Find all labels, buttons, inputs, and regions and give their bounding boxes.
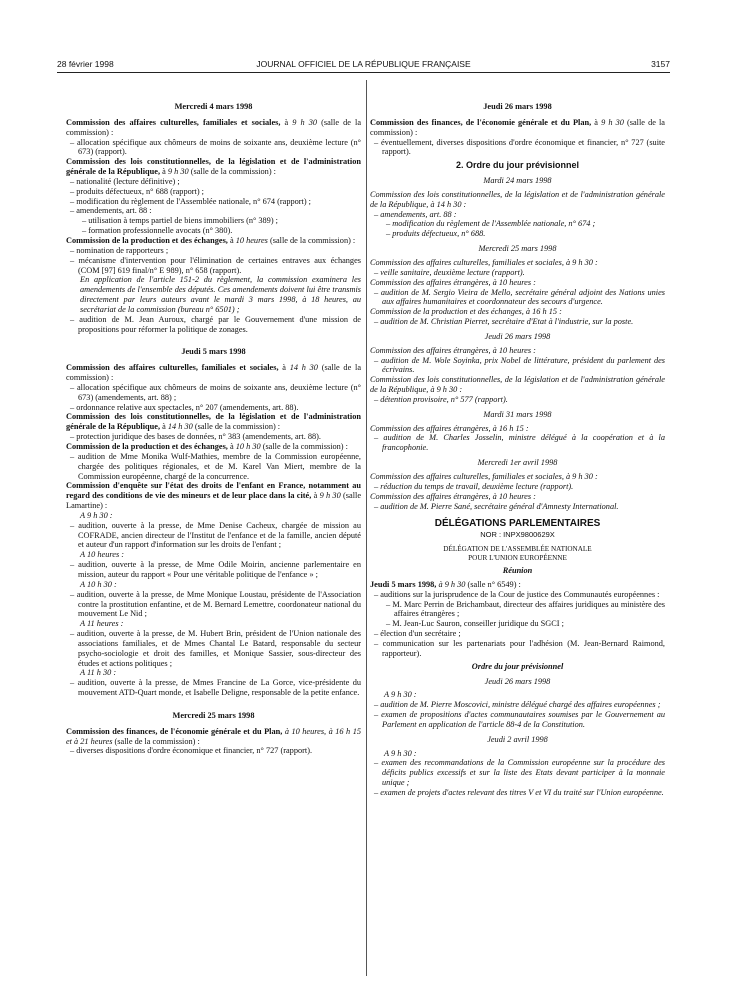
column-separator	[366, 80, 367, 976]
list-item: – examen de propositions d'actes communautaires soumises par le Gouvernement au Parlement en application de l'article 88-4 de la Constitution.	[374, 710, 665, 729]
provisional-heading: Ordre du jour prévisionnel	[471, 661, 564, 671]
commission-entry: Commission de la production et des échanges, à 10 h 30 (salle de la commission) :	[66, 442, 348, 451]
commission-entry: Commission des affaires culturelles, familiales et sociales, à 9 h 30 :	[370, 257, 598, 267]
list-item: – audition, ouverte à la presse, de Mme Denise Cacheux, chargée de mission au COFRADE, ancien directeur de l'Institut de l'enfance et de la famille, ancien député et auteur d'un rapport d'information sur les droits de l'enfant ;	[70, 520, 361, 550]
day-heading: Jeudi 2 avril 1998	[487, 734, 548, 744]
item-list	[66, 746, 361, 756]
nor-reference: NOR : INPX9800629X	[480, 530, 555, 540]
list-item: – audition, ouverte à la presse, de Mme Odile Moirin, ancienne parlementaire en mission, auteur du rapport « Pour une véritable politique de l'enfance » ;	[70, 560, 361, 579]
list-item: – nationalité (lecture définitive) ;	[70, 176, 180, 186]
list-item: – allocation spécifique aux chômeurs de moins de soixante ans, deuxième lecture (n° 673) (amendements, art. 88) ;	[70, 382, 361, 402]
day-heading: Mercredi 25 mars 1998	[172, 710, 255, 720]
list-item: – audition de M. Wole Soyinka, prix Nobel de littérature, président du parlement des écrivains.	[374, 355, 665, 375]
commission-entry: Commission des finances, de l'économie générale et du Plan, à 10 heures, à 16 h 15 et à 21 heures (salle de la commission) :	[66, 726, 361, 746]
header-rule	[57, 72, 670, 73]
list-item: – audition, ouverte à la presse, de Mmes Francine de La Gorce, vice-présidente du mouvement ATD-Quart monde, et Isabelle Deligne, responsable de la petite enfance.	[70, 678, 361, 698]
commission-entry: Commission de la production et des échanges, à 10 heures (salle de la commission) :	[66, 235, 356, 245]
list-item: – nomination de rapporteurs ;	[70, 245, 169, 255]
item-list	[66, 246, 361, 276]
item-list	[66, 452, 361, 482]
header-journal-title: JOURNAL OFFICIEL DE LA RÉPUBLIQUE FRANÇAISE	[256, 59, 471, 69]
header-date: 28 février 1998	[57, 59, 114, 69]
list-item: – produits défectueux, n° 688 (rapport) ;	[70, 186, 204, 196]
time-label: A 9 h 30 :	[384, 748, 417, 758]
provisional-agenda	[370, 176, 665, 511]
time-label: A 10 heures :	[80, 550, 125, 560]
day-heading: Mercredi 1er avril 1998	[477, 458, 558, 468]
day-heading: Jeudi 26 mars 1998	[484, 331, 551, 341]
list-item: – audition de M. Sergio Vieira de Mello, secrétaire général adjoint des Nations unies aux affaires humanitaires et coordonnateur des secours d'urgence.	[374, 287, 665, 307]
day-heading: Mercredi 4 mars 1998	[174, 102, 253, 111]
list-item: – examen des recommandations de la Commission européenne sur la procédure des déficits publics excessifs et sur la liste des Etats devant participer à la monnaie unique ;	[374, 758, 665, 788]
commission-entry: Commission des finances, de l'économie générale et du Plan, à 9 h 30 (salle de la commission) :	[370, 117, 665, 137]
commission-entry: Commission des lois constitutionnelles, de la législation et de l'administration générale de la République, à 14 h 30 (salle de la commission) :	[66, 412, 361, 432]
day-heading: Mardi 31 mars 1998	[483, 409, 552, 419]
commission-entry: Commission des affaires culturelles, familiales et sociales, à 9 h 30 :	[370, 472, 598, 481]
meeting-heading: Réunion	[502, 566, 533, 576]
item-list	[66, 432, 361, 442]
time-label: A 9 h 30 :	[384, 690, 417, 700]
list-item: – détention provisoire, n° 577 (rapport).	[374, 394, 508, 404]
sub-list-item: – modification du règlement de l'Assemblée nationale, n° 674 ;	[386, 219, 596, 229]
item-list	[66, 138, 361, 158]
list-item: – réduction du temps de travail, deuxième lecture (rapport).	[374, 481, 574, 491]
list-item: – audition, ouverte à la presse, de M. Hubert Brin, président de l'Union nationale des associations familiales, et de Mmes Chantal Le Batard, responsable du secteur psycho-sociologie et droit des familles, et Monique Sassier, sous-directeur des études et actions politiques ;	[70, 629, 361, 668]
commission-entry: Commission des affaires étrangères, à 10 heures :	[370, 277, 536, 287]
day-heading: Jeudi 26 mars 1998	[483, 102, 552, 111]
list-item: – ordonnance relative aux spectacles, n° 207 (amendements, art. 88).	[70, 402, 299, 412]
list-item: – diverses dispositions d'ordre économique et financier, n° 727 (rapport).	[70, 746, 313, 756]
commission-entry: Commission des lois constitutionnelles, de la législation et de l'administration générale de la République, à 9 h 30 (salle de la commission) :	[66, 157, 361, 177]
time-label: A 11 h 30 :	[80, 668, 117, 678]
list-item: – audition de M. Pierre Moscovici, ministre délégué chargé des affaires européennes ;	[374, 700, 661, 710]
right-column	[370, 80, 665, 798]
item-list	[370, 700, 665, 730]
list-item: – protection juridique des bases de données, n° 383 (amendements, art. 88).	[70, 432, 322, 442]
sub-list-item: – M. Marc Perrin de Brichambaut, directeur des affaires juridiques au ministère des affaires étrangères ;	[386, 599, 665, 619]
commission-entry: Commission de la production et des échanges, à 16 h 15 :	[370, 307, 562, 317]
list-item: – amendements, art. 88 :	[374, 209, 457, 219]
sub-list-item: – produits défectueux, n° 688.	[386, 229, 486, 239]
procedure-note: En application de l'article 151-2 du règlement, la commission examinera les amendements de l'ensemble des députés. Ces amendements doivent lui être transmis directement par leurs auteurs avant le mardi 3 mars 1998, à 18 heures, au secrétariat de la commission (bureau n° 6501) ;	[80, 275, 361, 314]
day-heading: Jeudi 26 mars 1998	[484, 676, 551, 686]
time-label: A 9 h 30 :	[80, 510, 113, 520]
commission-entry: Commission des affaires étrangères, à 10 heures :	[370, 491, 536, 501]
list-item: – communication sur les partenariats pour l'adhésion (M. Jean-Bernard Raimond, rapporteur).	[374, 638, 665, 658]
day-heading: Mardi 24 mars 1998	[483, 176, 552, 186]
commission-entry: Commission des lois constitutionnelles, de la législation et de l'administration générale de la République, à 9 h 30 :	[370, 375, 665, 395]
day-heading: Jeudi 5 mars 1998	[181, 347, 246, 357]
list-item: – auditions sur la jurisprudence de la Cour de justice des Communautés européennes :	[374, 589, 660, 599]
header-page-number: 3157	[651, 59, 670, 69]
item-list	[66, 177, 361, 216]
hearing-schedule	[66, 511, 361, 698]
list-item: – veille sanitaire, deuxième lecture (rapport).	[374, 267, 525, 277]
list-item: – éventuellement, diverses dispositions d'ordre économique et financier, n° 727 (suite rapport).	[374, 137, 665, 157]
list-item: – audition de M. Jean Auroux, chargé par le Gouvernement d'une mission de propositions pour réformer la politique de zonages.	[70, 314, 361, 334]
section-heading: 2. Ordre du jour prévisionnel	[455, 160, 580, 171]
list-item: – amendements, art. 88 :	[70, 206, 152, 216]
left-column	[66, 80, 361, 756]
delegation-name: DÉLÉGATION DE L'ASSEMBLÉE NATIONALE POUR L'UNION EUROPÉENNE	[443, 545, 592, 563]
list-item: – examen de projets d'actes relevant des titres V et VI du traité sur l'Union européenne.	[374, 787, 664, 797]
commission-entry: Commission des lois constitutionnelles, de la législation et de l'administration générale de la République, à 14 h 30 :	[370, 189, 665, 209]
list-item: – audition, ouverte à la presse, de Mme Monique Loustau, présidente de l'Association contre la prostitution enfantine, et de M. Bernard Lemettre, coordonateur national du mouvement Le Nid ;	[70, 589, 361, 619]
commission-entry: Commission des affaires culturelles, familiales et sociales, à 14 h 30 (salle de la commission) :	[66, 363, 362, 383]
section-title-delegations: DÉLÉGATIONS PARLEMENTAIRES	[434, 518, 601, 530]
list-item: – audition de M. Christian Pierret, secrétaire d'Etat à l'industrie, sur la poste.	[374, 317, 634, 327]
time-label: A 11 heures :	[80, 619, 124, 629]
commission-entry: Commission des affaires étrangères, à 16 h 15 :	[370, 423, 529, 433]
meeting-entry: Jeudi 5 mars 1998, à 9 h 30 (salle n° 6549) :	[370, 579, 521, 589]
sub-list-item: – formation professionnelle avocats (n° 380).	[82, 226, 233, 236]
item-list	[66, 383, 361, 413]
item-list	[370, 138, 665, 158]
page-header	[57, 59, 670, 71]
commission-entry: Commission d'enquête sur l'état des droits de l'enfant en France, notamment au regard des conditions de vie des mineurs et de leur place dans la cité, à 9 h 30 (salle Lamartine) :	[66, 481, 361, 511]
list-item: – mécanisme d'intervention pour l'élimination de certaines entraves aux échanges (COM [97] 619 final/n° E 989), n° 658 (rapport).	[70, 255, 361, 275]
sub-list-item: – utilisation à temps partiel de biens immobiliers (n° 389) ;	[82, 216, 278, 226]
list-item: – audition de M. Charles Josselin, ministre délégué à la coopération et à la francophonie.	[374, 433, 665, 453]
list-item: – audition de Mme Monika Wulf-Mathies, membre de la Commission européenne, chargée des politiques régionales, et de M. Karel Van Miert, membre de la Commission européenne, chargé de la concurrence.	[70, 451, 361, 481]
item-list	[370, 758, 665, 797]
day-heading: Mercredi 25 mars 1998	[478, 244, 557, 254]
list-item: – élection d'un secrétaire ;	[374, 629, 461, 639]
commission-entry: Commission des affaires étrangères, à 10 heures :	[370, 345, 536, 355]
list-item: – allocation spécifique aux chômeurs de moins de soixante ans, deuxième lecture (n° 673) (rapport).	[70, 137, 361, 157]
sub-list-item: – M. Jean-Luc Sauron, conseiller juridique du SGCI ;	[386, 619, 564, 629]
item-list	[370, 590, 665, 659]
list-item: – audition de M. Pierre Sané, secrétaire général d'Amnesty International.	[374, 501, 619, 511]
list-item: – modification du règlement de l'Assemblée nationale, n° 674 (rapport) ;	[70, 196, 311, 206]
time-label: A 10 h 30 :	[80, 579, 117, 589]
commission-entry: Commission des affaires culturelles, familiales et sociales, à 9 h 30 (salle de la commission) :	[66, 117, 361, 137]
sub-item-list	[66, 216, 361, 236]
